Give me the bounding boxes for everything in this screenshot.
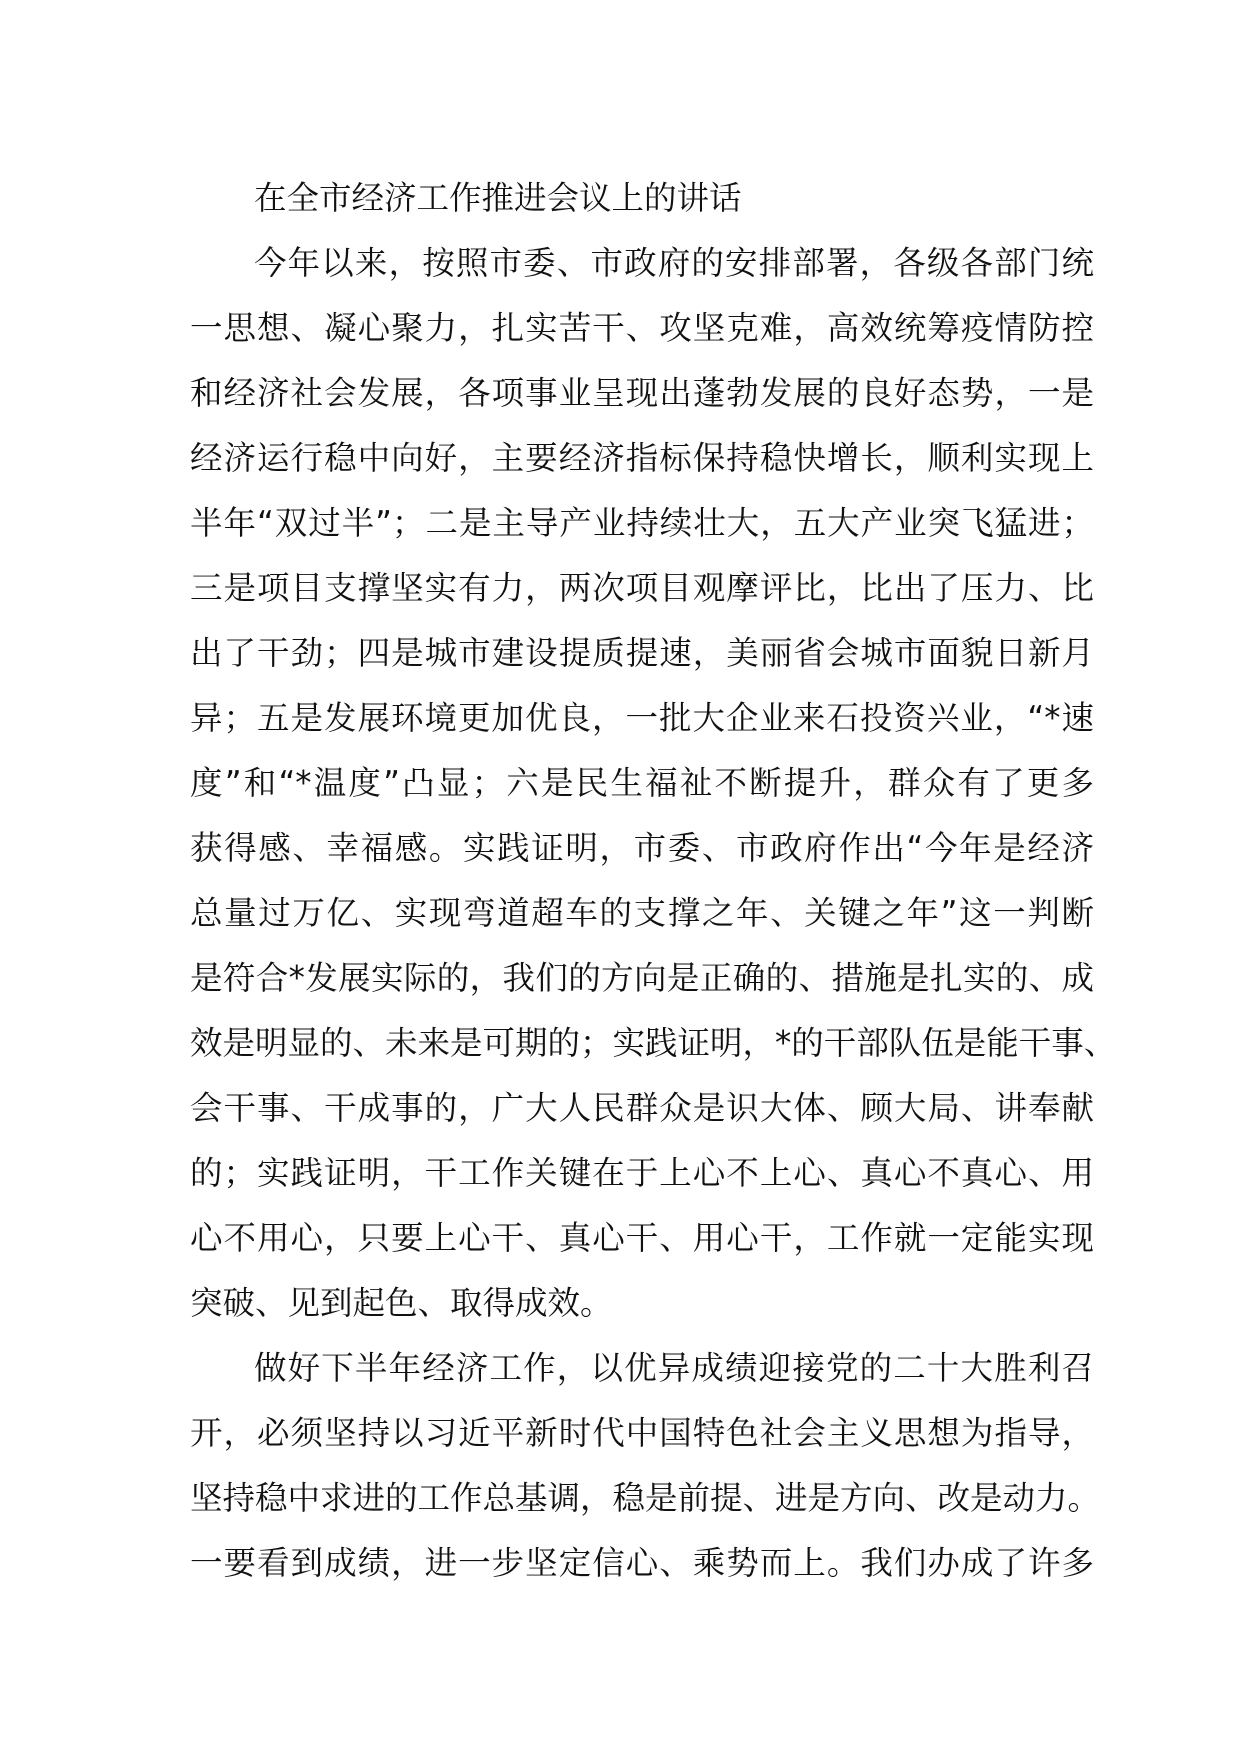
paragraph-line: 做好下半年经济工作，以优异成绩迎接党的二十大胜利召 — [254, 1349, 1094, 1387]
document-title: 在全市经济工作推进会议上的讲话 — [254, 179, 742, 217]
paragraph-line: 是符合*发展实际的，我们的方向是正确的、措施是扎实的、成 — [190, 959, 1094, 997]
paragraph-line: 的；实践证明，干工作关键在于上心不上心、真心不真心、用 — [190, 1154, 1094, 1192]
paragraph-line: 一要看到成绩，进一步坚定信心、乘势而上。我们办成了许多 — [190, 1544, 1094, 1582]
paragraph-line: 度”和“*温度”凸显；六是民生福祉不断提升，群众有了更多 — [190, 764, 1094, 802]
paragraph-line: 总量过万亿、实现弯道超车的支撑之年、关键之年”这一判断 — [190, 894, 1094, 932]
paragraph-line: 会干事、干成事的，广大人民群众是识大体、顾大局、讲奉献 — [190, 1089, 1094, 1127]
paragraph-line: 经济运行稳中向好，主要经济指标保持稳快增长，顺利实现上 — [190, 439, 1094, 477]
paragraph-line: 坚持稳中求进的工作总基调，稳是前提、进是方向、改是动力。 — [190, 1479, 1101, 1517]
paragraph-2 — [190, 1336, 1101, 1596]
paragraph-line: 效是明显的、未来是可期的；实践证明，*的干部队伍是能干事、 — [190, 1024, 1117, 1062]
paragraph-line: 获得感、幸福感。实践证明，市委、市政府作出“今年是经济 — [190, 829, 1094, 867]
paragraph-line: 异；五是发展环境更加优良，一批大企业来石投资兴业，“*速 — [190, 699, 1094, 737]
paragraph-1 — [190, 231, 1117, 1336]
paragraph-line: 三是项目支撑坚实有力，两次项目观摩评比，比出了压力、比 — [190, 569, 1094, 607]
paragraph-line: 今年以来，按照市委、市政府的安排部署，各级各部门统 — [254, 244, 1094, 282]
paragraph-line: 和经济社会发展，各项事业呈现出蓬勃发展的良好态势，一是 — [190, 374, 1094, 412]
document-body — [190, 166, 1117, 1596]
paragraph-line: 开，必须坚持以习近平新时代中国特色社会主义思想为指导， — [190, 1414, 1094, 1452]
paragraph-line: 心不用心，只要上心干、真心干、用心干，工作就一定能实现 — [190, 1219, 1094, 1257]
paragraph-line: 一思想、凝心聚力，扎实苦干、攻坚克难，高效统筹疫情防控 — [190, 309, 1094, 347]
paragraph-line: 突破、见到起色、取得成效。 — [190, 1284, 613, 1322]
paragraph-line: 出了干劲；四是城市建设提质提速，美丽省会城市面貌日新月 — [190, 634, 1094, 672]
paragraph-line: 半年“双过半”；二是主导产业持续壮大，五大产业突飞猛进； — [190, 504, 1094, 542]
